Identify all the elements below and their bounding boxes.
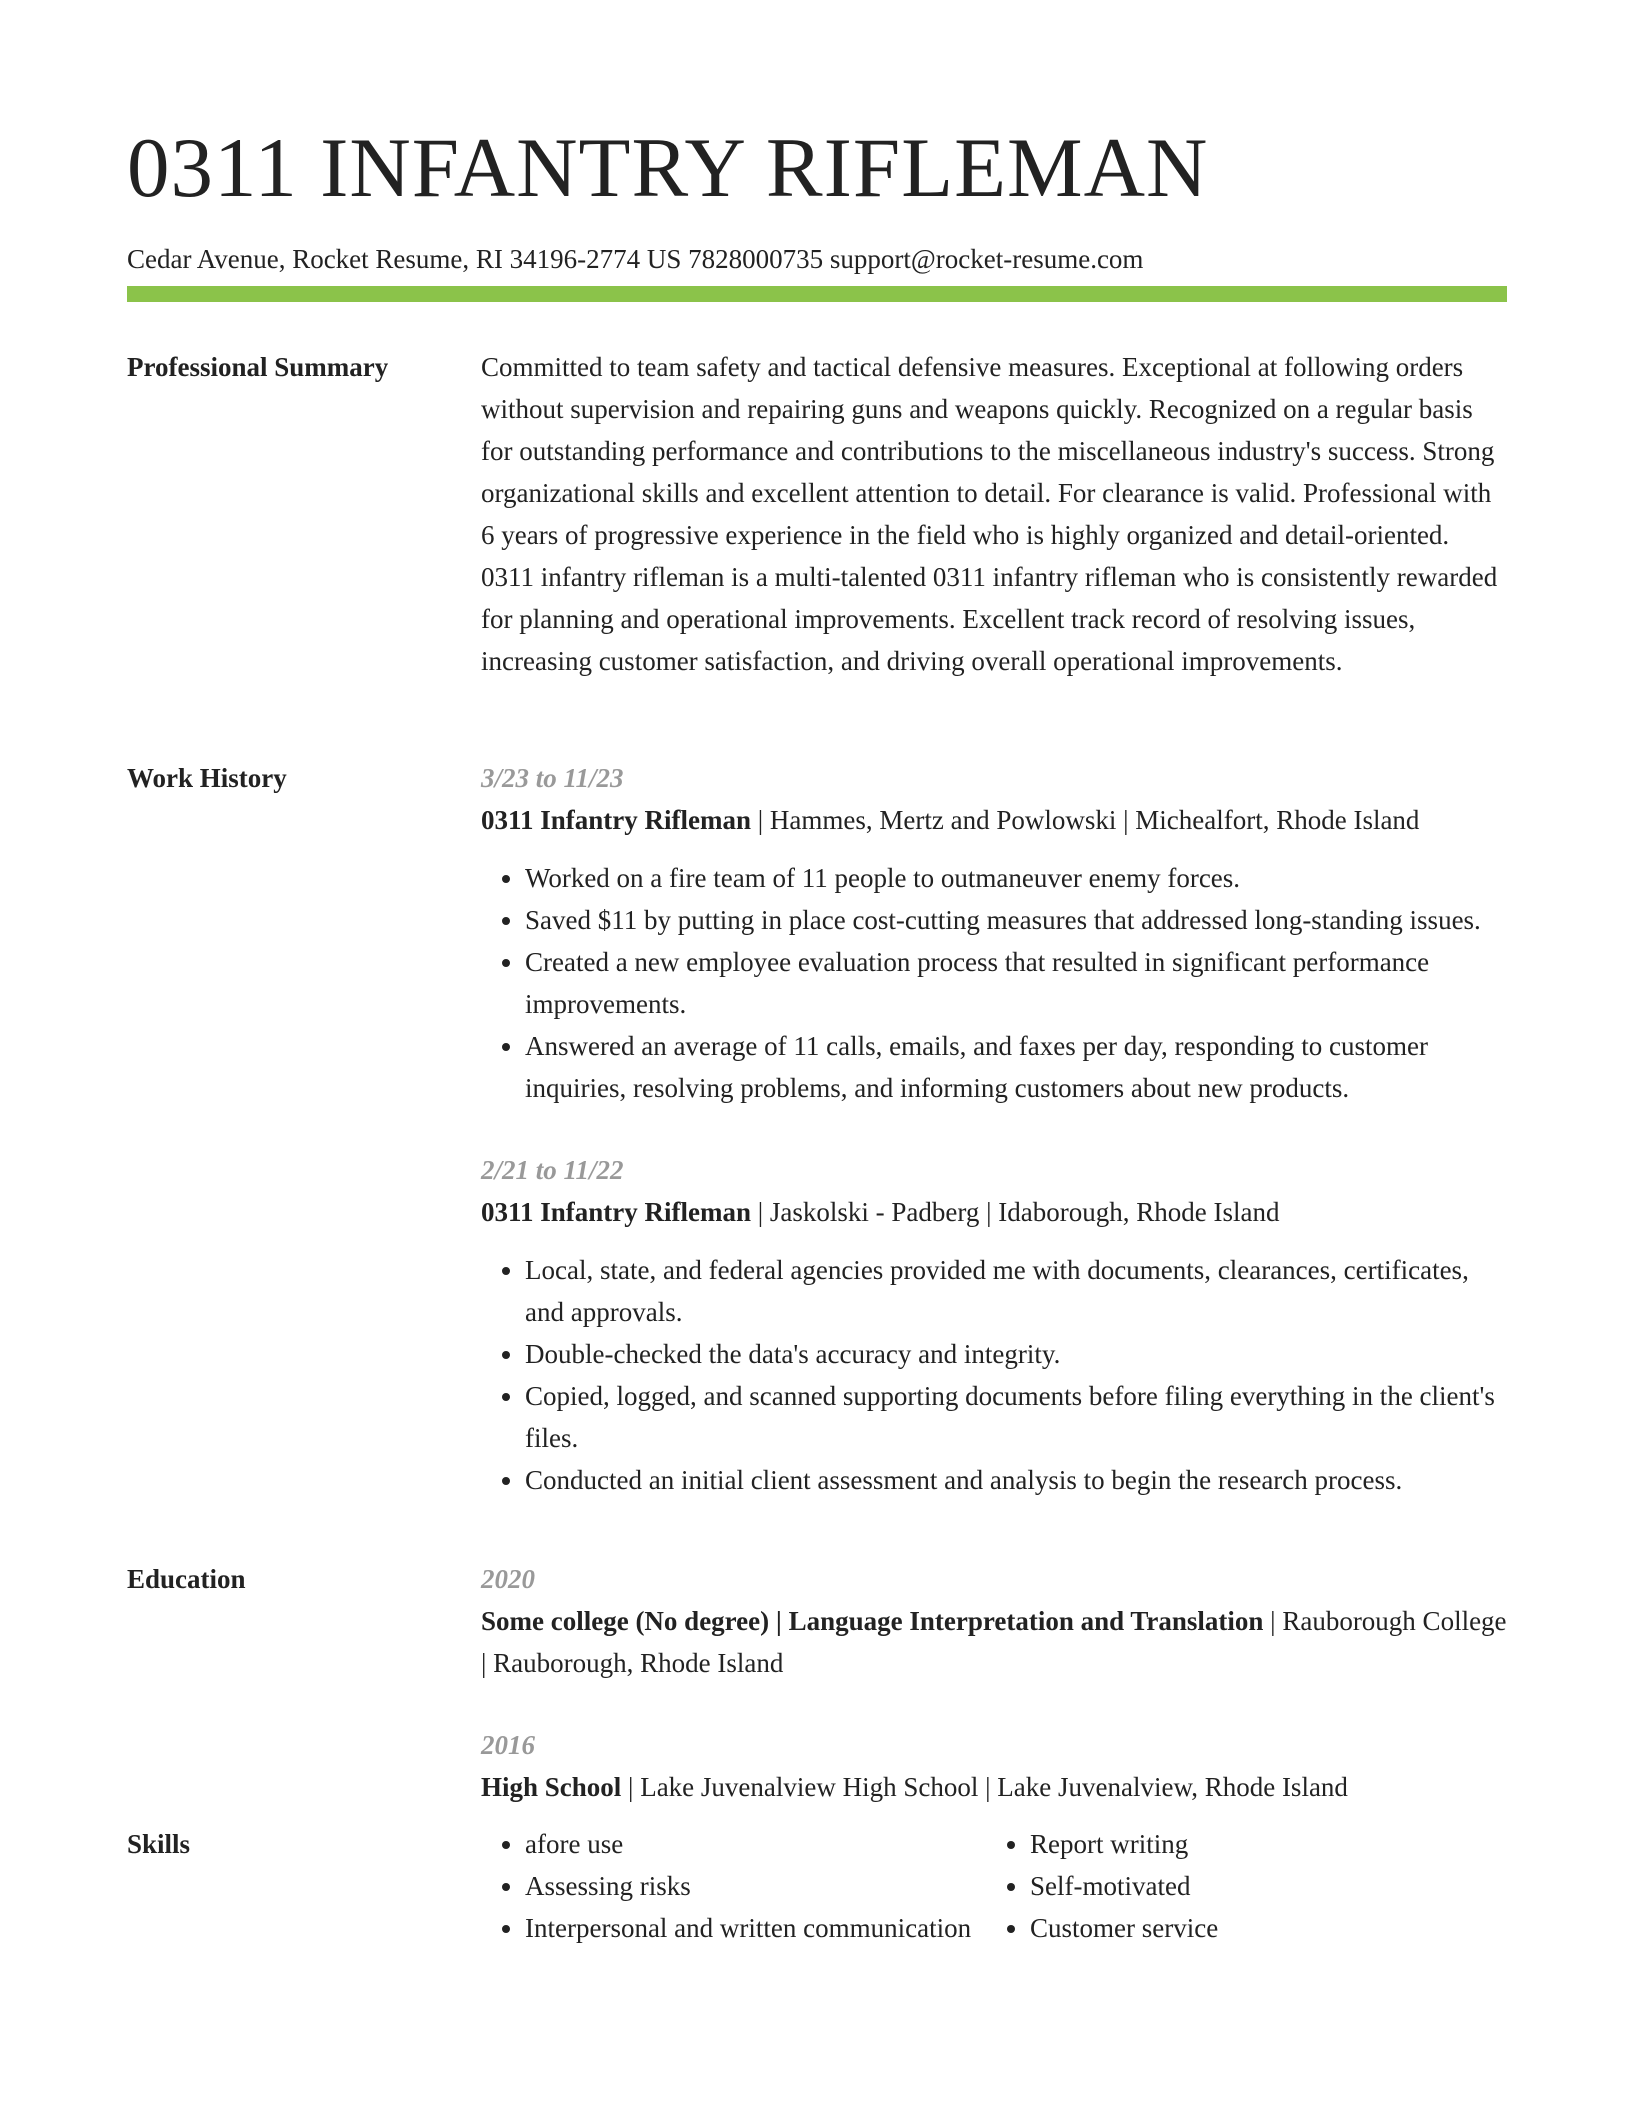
skill-item: • Report writing: [1030, 1823, 1491, 1865]
skills-body: [481, 1823, 1507, 1949]
skill-item: • Self-motivated: [1030, 1865, 1491, 1907]
skill-item: • Customer service: [1030, 1907, 1491, 1949]
job-entry: [481, 757, 1507, 1109]
job-bullets: [481, 1249, 1507, 1501]
job-title: 0311 Infantry Rifleman: [481, 805, 751, 835]
job-bullet: • Worked on a fire team of 11 people to outmaneuver enemy forces.: [525, 857, 1507, 899]
education-school: | Rauborough College | Rauborough, Rhode Island: [481, 1606, 1507, 1678]
skills-grid: [481, 1823, 1507, 1949]
job-bullet: • Local, state, and federal agencies provided me with documents, clearances, certificates, and approvals.: [525, 1249, 1507, 1333]
education-degree: Some college (No degree) | Language Interpretation and Translation: [481, 1606, 1264, 1636]
job-bullet: • Double-checked the data's accuracy and integrity.: [525, 1333, 1507, 1375]
skills-column-left: [481, 1823, 986, 1949]
job-dates: 3/23 to 11/23: [481, 763, 624, 793]
candidate-name: 0311 INFANTRY RIFLEMAN: [127, 121, 1209, 215]
summary-label: Professional Summary: [127, 352, 389, 382]
skill-item: • Assessing risks: [525, 1865, 986, 1907]
education-degree: High School: [481, 1772, 622, 1802]
job-bullet: • Saved $11 by putting in place cost-cutting measures that addressed long-standing issues.: [525, 899, 1507, 941]
education-heading: [481, 1600, 1507, 1684]
job-dates: 2/21 to 11/22: [481, 1155, 624, 1185]
skill-item: • Interpersonal and written communication: [525, 1907, 986, 1949]
job-heading: [481, 1191, 1507, 1233]
education-heading: [481, 1766, 1507, 1808]
job-title: 0311 Infantry Rifleman: [481, 1197, 751, 1227]
job-bullet: • Conducted an initial client assessment and analysis to begin the research process.: [525, 1459, 1507, 1501]
education-label: Education: [127, 1564, 246, 1594]
education-body: [481, 1558, 1507, 1808]
skills-column-right: [986, 1823, 1491, 1949]
job-entry: [481, 1149, 1507, 1501]
education-year: 2020: [481, 1564, 535, 1594]
contact-line: Cedar Avenue, Rocket Resume, RI 34196-2774 US 7828000735 support@rocket-resume.com: [127, 244, 1144, 274]
job-heading: [481, 799, 1507, 841]
job-employer-location: | Hammes, Mertz and Powlowski | Michealfort, Rhode Island: [751, 805, 1420, 835]
education-entry: [481, 1724, 1507, 1808]
job-employer-location: | Jaskolski - Padberg | Idaborough, Rhode Island: [751, 1197, 1280, 1227]
job-bullet: • Copied, logged, and scanned supporting documents before filing everything in the client's files.: [525, 1375, 1507, 1459]
job-bullet: • Answered an average of 11 calls, emails, and faxes per day, responding to customer inquiries, resolving problems, and informing customers about new products.: [525, 1025, 1507, 1109]
header-divider: [127, 286, 1507, 302]
work-history-label: Work History: [127, 763, 287, 793]
job-bullets: [481, 857, 1507, 1109]
job-bullet: • Created a new employee evaluation process that resulted in significant performance improvements.: [525, 941, 1507, 1025]
education-year: 2016: [481, 1730, 535, 1760]
work-history-body: [481, 757, 1507, 1501]
summary-body: [481, 346, 1507, 682]
skill-item: • afore use: [525, 1823, 986, 1865]
education-school: | Lake Juvenalview High School | Lake Juvenalview, Rhode Island: [621, 1772, 1348, 1802]
resume-header: [127, 118, 1507, 276]
skills-label: Skills: [127, 1829, 191, 1859]
summary-text: Committed to team safety and tactical defensive measures. Exceptional at following orders without supervision and repairing guns and weapons quickly. Recognized on a regular basis for outstanding performance and contributions to the miscellaneous industry's success. Strong organizational skills and excellent attention to detail. For clearance is valid. Professional with 6 years of progressive experience in the field who is highly organized and detail-oriented. 0311 infantry rifleman is a multi-talented 0311 infantry rifleman who is consistently rewarded for planning and operational improvements. Excellent track record of resolving issues, increasing customer satisfaction, and driving overall operational improvements.: [481, 352, 1498, 676]
education-entry: [481, 1558, 1507, 1684]
